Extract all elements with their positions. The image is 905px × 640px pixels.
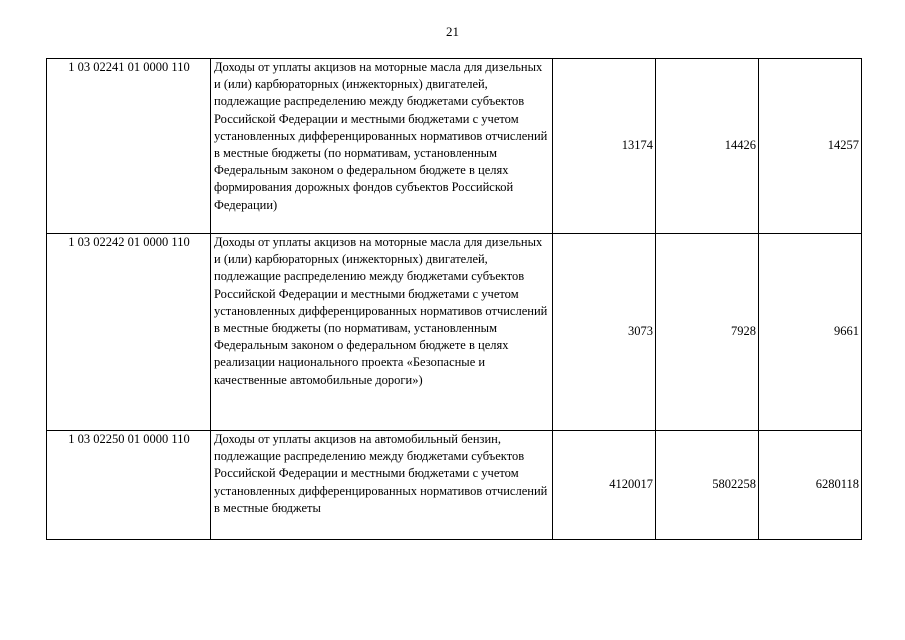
- budget-classification-code: 1 03 02241 01 0000 110: [47, 59, 211, 234]
- amount-year-2: 7928: [656, 234, 759, 431]
- budget-classification-code: 1 03 02242 01 0000 110: [47, 234, 211, 431]
- budget-classification-code: 1 03 02250 01 0000 110: [47, 431, 211, 540]
- table-row: [47, 234, 862, 431]
- page-number: 21: [446, 24, 459, 39]
- amount-year-3: 9661: [759, 234, 862, 431]
- amount-year-2: 14426: [656, 59, 759, 234]
- amount-year-2: 5802258: [656, 431, 759, 540]
- revenue-description: Доходы от уплаты акцизов на автомобильный бензин, подлежащие распределению между бюджетами субъектов Российской Федерации и местными бюджетами с учетом установленных дифференцированных нормативов отчислений в местные бюджеты: [211, 431, 553, 540]
- table-row: [47, 431, 862, 540]
- revenue-description: Доходы от уплаты акцизов на моторные масла для дизельных и (или) карбюраторных (инжекторных) двигателей, подлежащие распределению между бюджетами субъектов Российской Федерации и местными бюджетами с учетом установленных дифференцированных нормативов отчислений в местные бюджеты (по нормативам, установленным Федеральным законом о федеральном бюджете в целях формирования дорожных фондов субъектов Российской Федерации): [211, 59, 553, 234]
- amount-year-3: 14257: [759, 59, 862, 234]
- amount-year-1: 13174: [553, 59, 656, 234]
- amount-year-1: 3073: [553, 234, 656, 431]
- revenue-description: Доходы от уплаты акцизов на моторные масла для дизельных и (или) карбюраторных (инжекторных) двигателей, подлежащие распределению между бюджетами субъектов Российской Федерации и местными бюджетами с учетом установленных дифференцированных нормативов отчислений в местные бюджеты (по нормативам, установленным Федеральным законом о федеральном бюджете в целях реализации национального проекта «Безопасные и качественные автомобильные дороги»): [211, 234, 553, 431]
- revenue-table: [46, 58, 862, 540]
- amount-year-1: 4120017: [553, 431, 656, 540]
- table-row: [47, 59, 862, 234]
- amount-year-3: 6280118: [759, 431, 862, 540]
